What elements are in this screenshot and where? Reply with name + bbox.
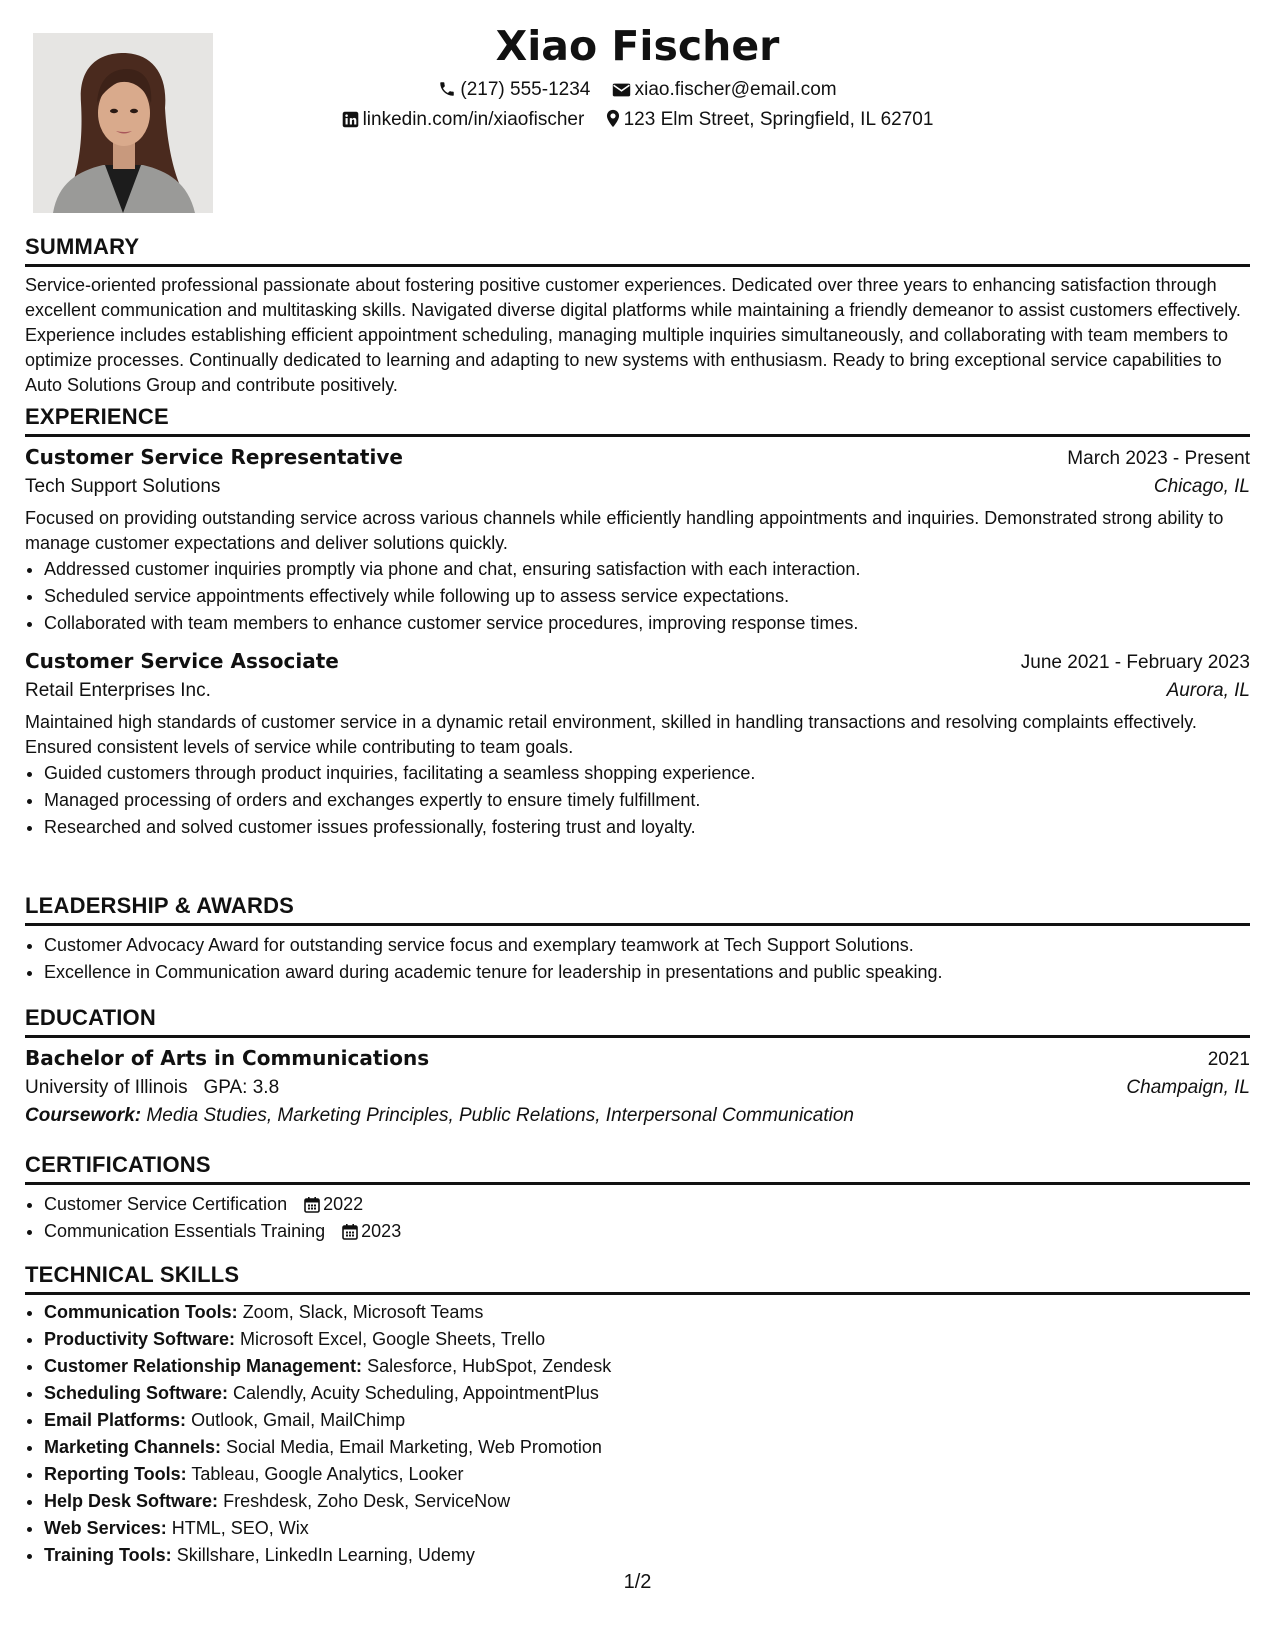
list-item: • Collaborated with team members to enhance customer service procedures, improving response times. — [44, 610, 1250, 637]
list-item: • Customer Advocacy Award for outstanding service focus and exemplary teamwork at Tech Support Solutions. — [44, 932, 1250, 959]
skill-value: Salesforce, HubSpot, Zendesk — [367, 1356, 612, 1376]
job-entry — [25, 649, 1250, 841]
list-item — [44, 1461, 1250, 1488]
skill-value: Freshdesk, Zoho Desk, ServiceNow — [223, 1491, 511, 1511]
job-location: Chicago, IL — [1153, 476, 1250, 497]
list-item: • Scheduled service appointments effectively while following up to assess service expectations. — [44, 583, 1250, 610]
coursework-text: Media Studies, Marketing Principles, Public Relations, Interpersonal Communication — [146, 1105, 854, 1126]
experience-heading: EXPERIENCE — [25, 404, 1250, 437]
skill-value: Calendly, Acuity Scheduling, AppointmentPlus — [233, 1383, 599, 1403]
skill-label: Communication Tools: — [44, 1302, 238, 1322]
list-item — [44, 1218, 1250, 1245]
certifications-heading: CERTIFICATIONS — [25, 1152, 1250, 1185]
map-pin-icon — [606, 109, 620, 128]
awards-heading: LEADERSHIP & AWARDS — [25, 893, 1250, 926]
list-item — [44, 1488, 1250, 1515]
gpa: GPA: 3.8 — [203, 1077, 280, 1098]
linkedin-icon — [342, 111, 359, 128]
list-item — [44, 1191, 1250, 1218]
list-item — [44, 1434, 1250, 1461]
certification-name: Customer Service Certification — [44, 1194, 288, 1214]
school-location: Champaign, IL — [1126, 1077, 1250, 1098]
phone-icon — [438, 80, 456, 98]
envelope-icon — [612, 82, 631, 98]
page-number: 1/2 — [623, 1571, 652, 1593]
awards-list — [25, 932, 1250, 986]
skill-label: Help Desk Software: — [44, 1491, 219, 1511]
coursework-label: Coursework: — [25, 1105, 142, 1126]
summary-heading: SUMMARY — [25, 234, 1250, 267]
degree-title: Bachelor of Arts in Communications — [25, 1046, 430, 1070]
list-item — [44, 1515, 1250, 1542]
job-company: Retail Enterprises Inc. — [25, 680, 211, 701]
skills-list — [25, 1299, 1250, 1569]
skill-label: Marketing Channels: — [44, 1437, 222, 1457]
coursework-line — [25, 1105, 1250, 1127]
skill-value: Zoom, Slack, Microsoft Teams — [242, 1302, 484, 1322]
job-entry — [25, 445, 1250, 637]
contact-row-1 — [0, 79, 1275, 101]
job-dates: March 2023 - Present — [1067, 448, 1250, 469]
calendar-icon — [304, 1196, 320, 1213]
phone-number: (217) 555-1234 — [460, 79, 591, 100]
candidate-name: Xiao Fischer — [495, 22, 780, 70]
skill-value: Skillshare, LinkedIn Learning, Udemy — [176, 1545, 475, 1565]
job-bullets — [25, 556, 1250, 637]
certifications-section — [25, 1152, 1250, 1245]
job-title: Customer Service Associate — [25, 649, 339, 673]
email-link[interactable]: xiao.fischer@email.com — [634, 79, 837, 100]
calendar-icon — [342, 1223, 358, 1240]
school-line — [25, 1077, 279, 1099]
education-section — [25, 1005, 1250, 1127]
certifications-list — [25, 1191, 1250, 1245]
summary-text: Service-oriented professional passionate about fostering positive customer experiences. Dedicated over three years to enhancing satisfaction through excellent communication and multitasking skills. Navigated diverse digital platforms while maintaining a friendly demeanor to assist customers effectively. Experience includes establishing efficient appointment scheduling, managing multiple inquiries simultaneously, and collaborating with team members to optimize processes. Continually dedicated to learning and adapting to new systems with enthusiasm. Ready to bring exceptional service capabilities to Auto Solutions Group and contribute positively. — [25, 275, 1241, 395]
certification-name: Communication Essentials Training — [44, 1221, 326, 1241]
job-description: Focused on providing outstanding service across various channels while efficiently handling appointments and inquiries. Demonstrated strong ability to manage customer expectations and deliver solutions quickly. — [25, 508, 1224, 553]
job-location: Aurora, IL — [1166, 680, 1250, 701]
list-item: • Researched and solved customer issues professionally, fostering trust and loyalty. — [44, 814, 1250, 841]
list-item — [44, 1353, 1250, 1380]
skills-section — [25, 1262, 1250, 1569]
list-item — [44, 1542, 1250, 1569]
linkedin-contact — [342, 109, 585, 131]
job-dates: June 2021 - February 2023 — [1020, 652, 1250, 673]
certification-year: 2022 — [323, 1194, 364, 1214]
awards-section — [25, 893, 1250, 986]
list-item: • Guided customers through product inquiries, facilitating a seamless shopping experience. — [44, 760, 1250, 787]
job-bullets — [25, 760, 1250, 841]
skill-label: Reporting Tools: — [44, 1464, 187, 1484]
school-name: University of Illinois — [25, 1077, 188, 1098]
address-text: 123 Elm Street, Springfield, IL 62701 — [623, 109, 934, 130]
linkedin-link[interactable]: linkedin.com/in/xiaofischer — [362, 109, 585, 130]
skill-label: Scheduling Software: — [44, 1383, 229, 1403]
skill-value: Social Media, Email Marketing, Web Promotion — [226, 1437, 602, 1457]
list-item — [44, 1299, 1250, 1326]
skill-label: Customer Relationship Management: — [44, 1356, 363, 1376]
skill-value: Outlook, Gmail, MailChimp — [191, 1410, 406, 1430]
phone-contact — [438, 79, 590, 101]
skill-value: Tableau, Google Analytics, Looker — [191, 1464, 464, 1484]
skill-value: Microsoft Excel, Google Sheets, Trello — [240, 1329, 546, 1349]
list-item — [44, 1407, 1250, 1434]
skill-value: HTML, SEO, Wix — [171, 1518, 309, 1538]
skill-label: Web Services: — [44, 1518, 167, 1538]
list-item: • Addressed customer inquiries promptly via phone and chat, ensuring satisfaction with each interaction. — [44, 556, 1250, 583]
job-company: Tech Support Solutions — [25, 476, 221, 497]
skills-heading: TECHNICAL SKILLS — [25, 1262, 1250, 1295]
list-item — [44, 1326, 1250, 1353]
list-item — [44, 1380, 1250, 1407]
address-contact — [606, 109, 934, 131]
email-contact — [612, 79, 837, 101]
education-heading: EDUCATION — [25, 1005, 1250, 1038]
skill-label: Email Platforms: — [44, 1410, 187, 1430]
skill-label: Productivity Software: — [44, 1329, 236, 1349]
list-item: • Managed processing of orders and exchanges expertly to ensure timely fulfillment. — [44, 787, 1250, 814]
job-description: Maintained high standards of customer service in a dynamic retail environment, skilled in handling transactions and resolving complaints effectively. Ensured consistent levels of service while contributing to team goals. — [25, 712, 1197, 757]
certification-year: 2023 — [361, 1221, 402, 1241]
graduation-year: 2021 — [1207, 1049, 1250, 1070]
skill-label: Training Tools: — [44, 1545, 172, 1565]
list-item: • Excellence in Communication award during academic tenure for leadership in presentations and public speaking. — [44, 959, 1250, 986]
summary-section — [25, 234, 1250, 398]
contact-row-2 — [0, 109, 1275, 131]
experience-section — [25, 404, 1250, 841]
job-title: Customer Service Representative — [25, 445, 403, 469]
